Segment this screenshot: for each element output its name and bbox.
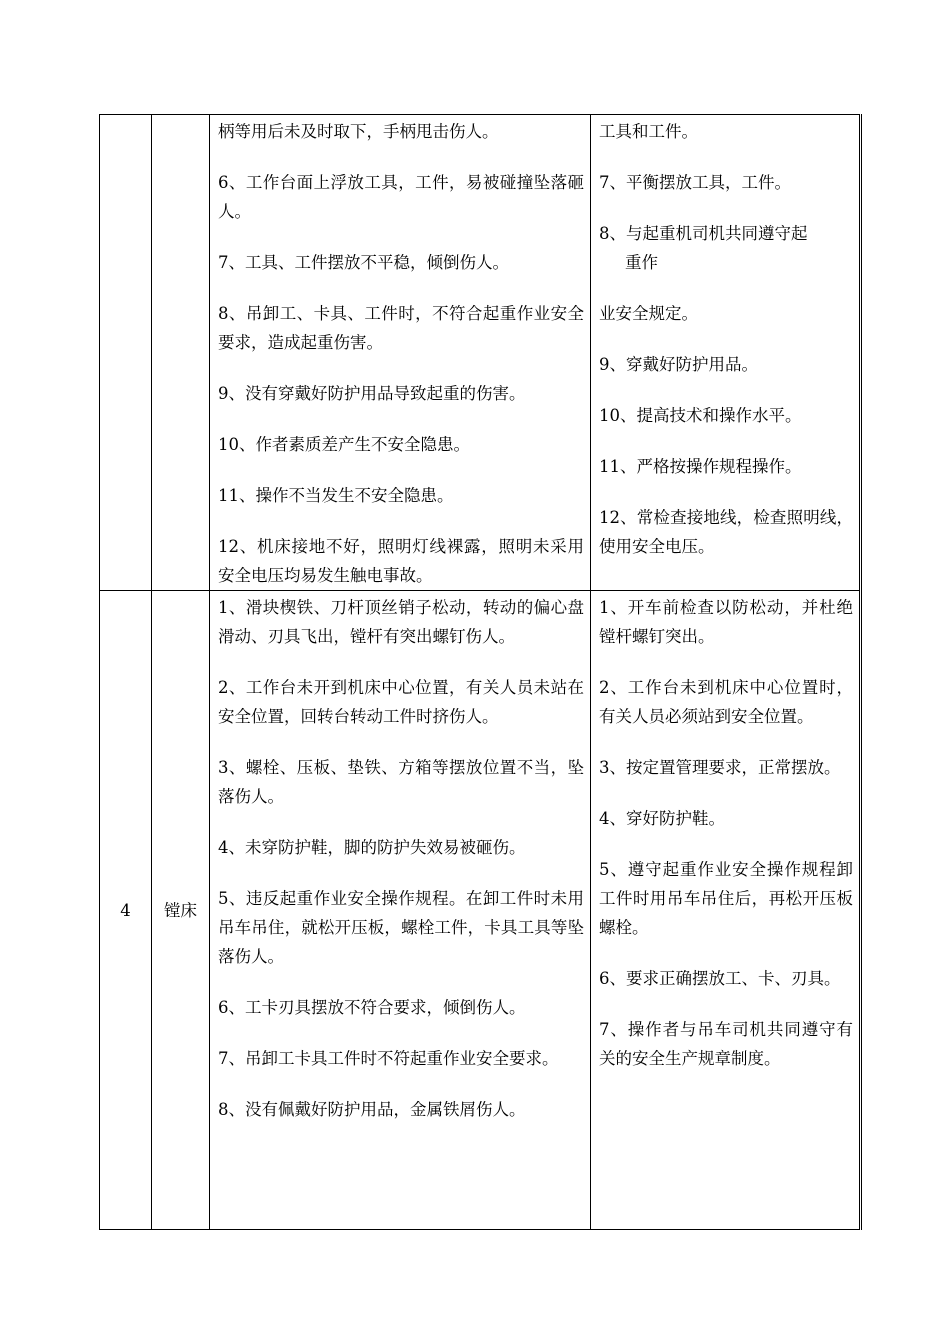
hazard-item: 5、违反起重作业安全操作规程。在卸工件时未用吊车吊住，就松开压板，螺栓工件，卡具工具等坠落伤人。	[218, 889, 584, 966]
hazard-item: 柄等用后未及时取下，手柄甩击伤人。	[218, 122, 499, 141]
hazard-item: 1、滑块楔铁、刀杆顶丝销子松动，转动的偏心盘滑动、刃具飞出，镗杆有突出螺钉伤人。	[218, 598, 584, 646]
hazard-item: 8、吊卸工、卡具、工件时，不符合起重作业安全要求，造成起重伤害。	[218, 304, 584, 352]
measure-item: 工具和工件。	[599, 122, 698, 141]
hazard-cell	[210, 591, 591, 1230]
measure-item: 1、开车前检查以防松动，并杜绝镗杆螺钉突出。	[599, 598, 853, 646]
table-row	[100, 591, 861, 1230]
equipment-name-cell: 镗床	[152, 591, 210, 1230]
measure-item: 8、与起重机司机共同遵守起	[599, 224, 808, 243]
hazard-item: 7、吊卸工卡具工件时不符起重作业安全要求。	[218, 1049, 559, 1068]
hazard-item: 2、工作台未开到机床中心位置，有关人员未站在安全位置，回转台转动工件时挤伤人。	[218, 678, 584, 726]
hazard-item: 9、没有穿戴好防护用品导致起重的伤害。	[218, 384, 526, 403]
measure-item: 5、遵守起重作业安全操作规程卸工件时用吊车吊住后，再松开压板螺栓。	[599, 860, 853, 937]
row-number-cell	[100, 115, 152, 591]
hazard-cell	[210, 115, 591, 591]
measure-item: 7、平衡摆放工具，工件。	[599, 173, 791, 192]
hazard-item: 8、没有佩戴好防护用品，金属铁屑伤人。	[218, 1100, 526, 1119]
hazard-item: 12、机床接地不好，照明灯线裸露，照明未采用安全电压均易发生触电事故。	[218, 537, 584, 585]
measure-item: 2、工作台未到机床中心位置时，有关人员必须站到安全位置。	[599, 678, 853, 726]
measure-item: 9、穿戴好防护用品。	[599, 355, 758, 374]
measure-item: 4、穿好防护鞋。	[599, 809, 725, 828]
measure-item: 12、常检查接地线，检查照明线，使用安全电压。	[599, 508, 853, 556]
equipment-name-cell	[152, 115, 210, 591]
row-number-cell: 4	[100, 591, 152, 1230]
table-row	[100, 115, 861, 591]
hazard-item: 7、工具、工件摆放不平稳，倾倒伤人。	[218, 253, 509, 272]
measure-cell	[591, 115, 861, 591]
measure-item: 重作	[625, 253, 658, 272]
measure-item: 3、按定置管理要求，正常摆放。	[599, 758, 841, 777]
measure-cell	[591, 591, 861, 1230]
measure-item: 6、要求正确摆放工、卡、刃具。	[599, 969, 841, 988]
hazard-table	[99, 114, 862, 1230]
hazard-item: 4、未穿防护鞋，脚的防护失效易被砸伤。	[218, 838, 526, 857]
hazard-item: 10、作者素质差产生不安全隐患。	[218, 435, 470, 454]
hazard-item: 11、操作不当发生不安全隐患。	[218, 486, 454, 505]
hazard-item: 3、螺栓、压板、垫铁、方箱等摆放位置不当，坠落伤人。	[218, 758, 584, 806]
hazard-item: 6、工作台面上浮放工具，工件，易被碰撞坠落砸人。	[218, 173, 584, 221]
measure-item: 业安全规定。	[599, 304, 698, 323]
measure-item: 7、操作者与吊车司机共同遵守有关的安全生产规章制度。	[599, 1020, 853, 1068]
measure-item: 11、严格按操作规程操作。	[599, 457, 802, 476]
measure-item: 10、提高技术和操作水平。	[599, 406, 802, 425]
hazard-item: 6、工卡刃具摆放不符合要求，倾倒伤人。	[218, 998, 526, 1017]
